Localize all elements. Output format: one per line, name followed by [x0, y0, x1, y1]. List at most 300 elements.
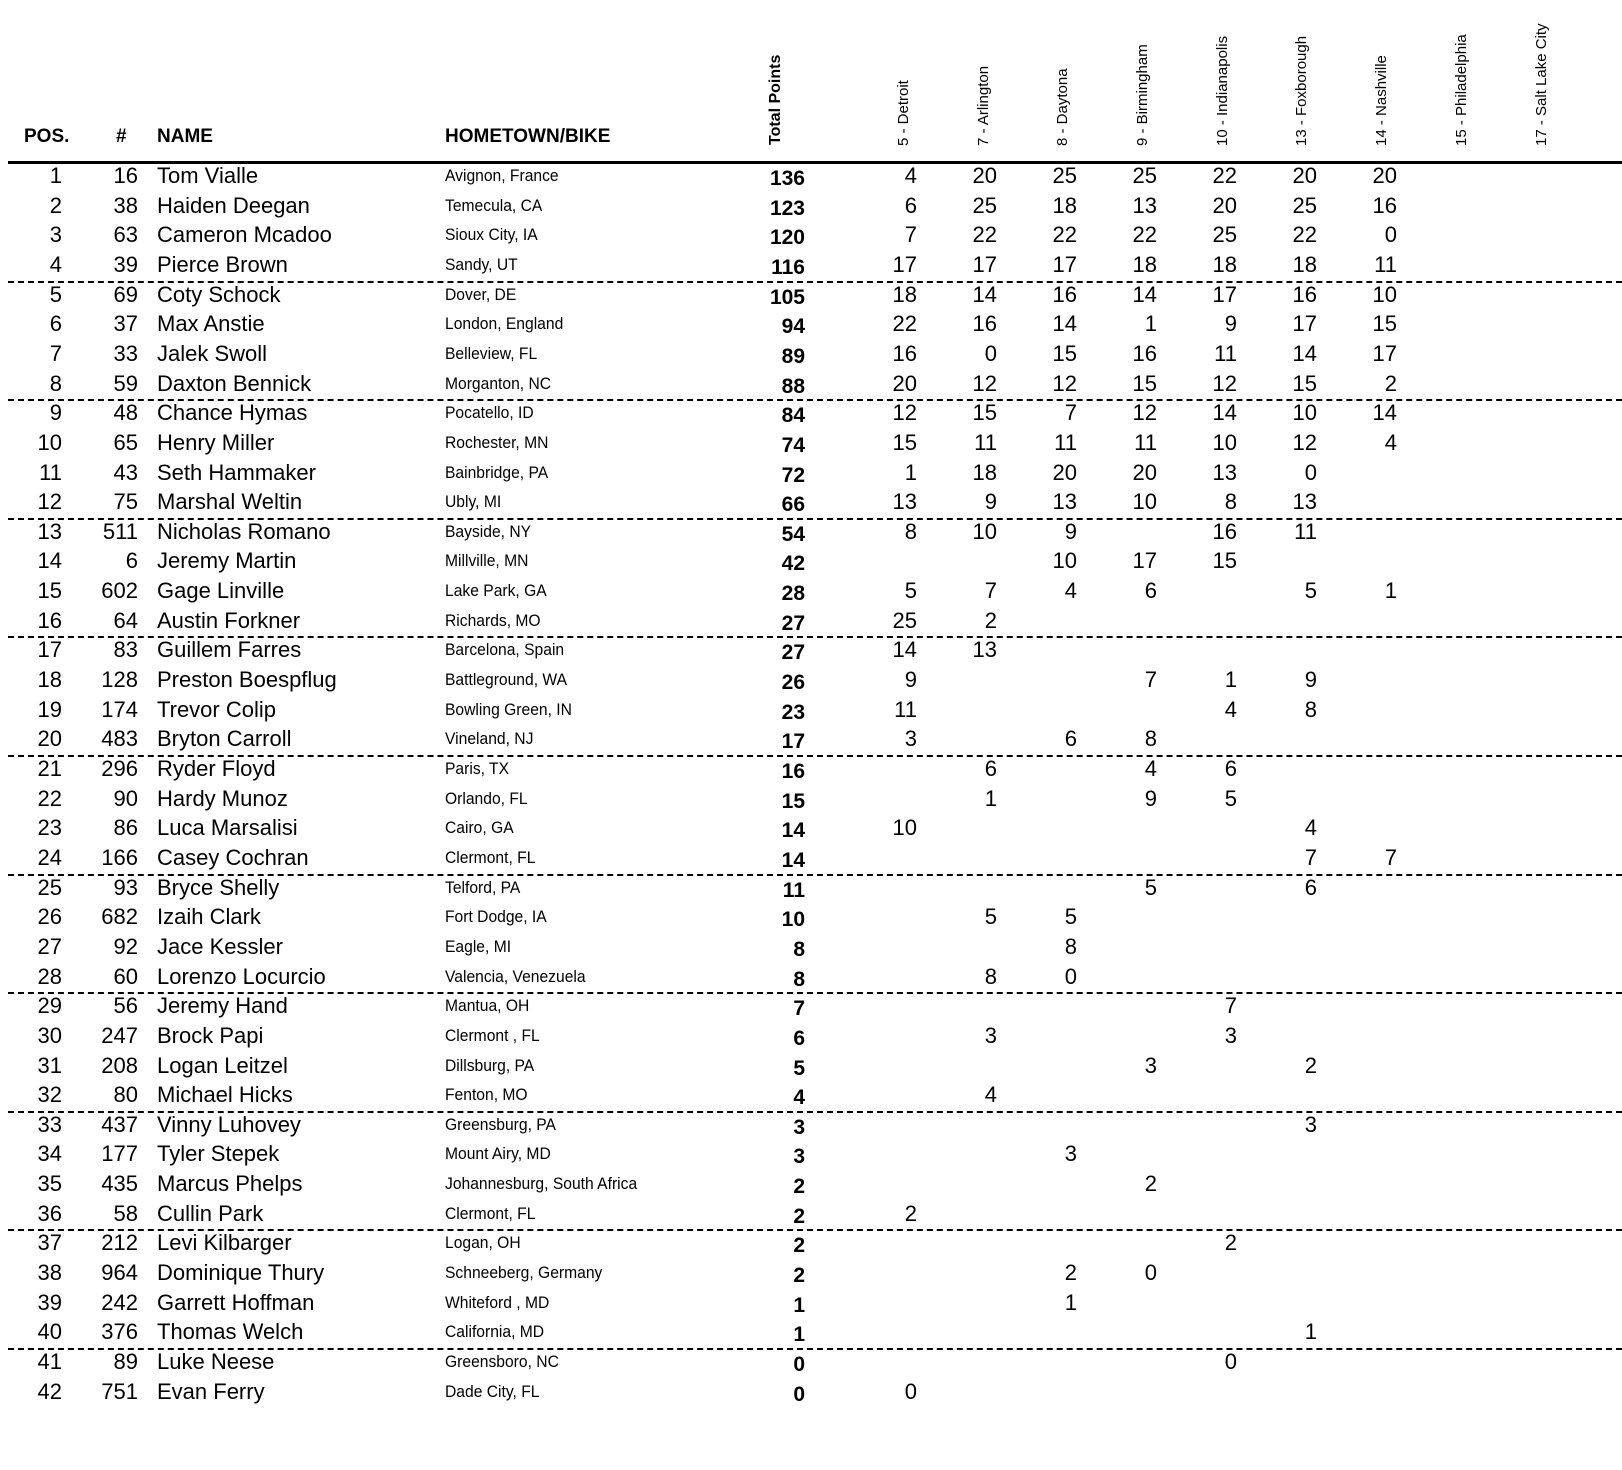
total-points-cell: 11 — [782, 878, 805, 902]
table-row — [0, 635, 1622, 665]
table-row — [0, 1169, 1622, 1199]
race-points-cell: 15 — [1372, 311, 1397, 337]
hometown-cell: Dillsburg, PA — [445, 1055, 535, 1075]
table-row — [0, 517, 1622, 547]
hometown-cell: Mantua, OH — [445, 996, 530, 1016]
position-cell: 22 — [37, 785, 62, 811]
race-points-cell: 11 — [1054, 429, 1077, 455]
total-points-cell: 2 — [793, 1175, 805, 1199]
header-race-philadelphia: 15 - Philadelphia — [1453, 34, 1470, 146]
race-points-cell: 17 — [972, 251, 997, 277]
bike-number-cell: 60 — [113, 963, 138, 989]
rider-name-cell: Guillem Farres — [157, 637, 302, 663]
header-number: # — [116, 126, 127, 147]
race-points-cell: 17 — [1292, 311, 1317, 337]
race-points-cell: 8 — [1064, 933, 1077, 959]
race-points-cell: 8 — [904, 518, 917, 544]
race-points-cell: 2 — [1144, 1171, 1157, 1197]
race-points-cell: 13 — [1052, 489, 1077, 515]
race-points-cell: 6 — [1304, 874, 1317, 900]
position-cell: 8 — [49, 370, 62, 396]
rider-name-cell: Thomas Welch — [157, 1319, 304, 1345]
hometown-cell: London, England — [445, 314, 564, 334]
position-cell: 1 — [49, 163, 62, 188]
race-points-cell: 5 — [984, 904, 997, 930]
race-points-cell: 13 — [1292, 489, 1317, 515]
race-points-cell: 16 — [1212, 518, 1237, 544]
rider-name-cell: Gage Linville — [157, 578, 285, 604]
bike-number-cell: 602 — [101, 578, 138, 604]
bike-number-cell: 33 — [113, 340, 138, 366]
race-points-cell: 4 — [984, 1082, 997, 1108]
race-points-cell: 20 — [972, 163, 997, 188]
hometown-cell: Johannesburg, South Africa — [445, 1174, 638, 1194]
race-points-cell: 1 — [1384, 578, 1397, 604]
rider-name-cell: Coty Schock — [157, 281, 281, 307]
race-points-cell: 25 — [1052, 163, 1077, 188]
bike-number-cell: 6 — [125, 548, 138, 574]
total-points-cell: 3 — [793, 1115, 805, 1139]
race-points-cell: 3 — [1144, 1052, 1157, 1078]
race-points-cell: 16 — [1292, 281, 1317, 307]
hometown-cell: Sandy, UT — [445, 254, 518, 274]
race-points-cell: 16 — [1132, 340, 1157, 366]
hometown-cell: Millville, MN — [445, 551, 529, 571]
position-cell: 26 — [37, 904, 62, 930]
position-cell: 4 — [49, 251, 62, 277]
hometown-cell: Whiteford , MD — [445, 1292, 550, 1312]
rider-name-cell: Lorenzo Locurcio — [157, 963, 326, 989]
bike-number-cell: 16 — [113, 163, 138, 188]
race-points-cell: 17 — [892, 251, 917, 277]
position-cell: 21 — [37, 756, 62, 781]
total-points-cell: 88 — [781, 374, 805, 398]
table-row — [0, 873, 1622, 903]
total-points-cell: 2 — [793, 1234, 805, 1258]
rider-name-cell: Jace Kessler — [157, 933, 283, 959]
position-cell: 42 — [37, 1378, 62, 1404]
hometown-cell: Mount Airy, MD — [445, 1144, 551, 1164]
rider-name-cell: Daxton Bennick — [157, 370, 312, 396]
bike-number-cell: 435 — [101, 1171, 138, 1197]
bike-number-cell: 86 — [113, 815, 138, 841]
hometown-cell: Greensboro, NC — [445, 1352, 559, 1371]
table-row — [0, 724, 1622, 754]
race-points-cell: 25 — [1132, 163, 1157, 188]
table-row — [0, 1051, 1622, 1081]
race-points-cell: 15 — [1212, 548, 1237, 574]
total-points-cell: 26 — [781, 671, 805, 695]
bike-number-cell: 65 — [113, 429, 138, 455]
bike-number-cell: 93 — [113, 874, 138, 900]
bike-number-cell: 208 — [101, 1052, 138, 1078]
position-cell: 37 — [37, 1230, 62, 1256]
total-points-cell: 3 — [793, 1145, 805, 1169]
race-points-cell: 15 — [972, 400, 997, 426]
race-points-cell: 10 — [1132, 489, 1157, 515]
race-points-cell: 12 — [1292, 429, 1317, 455]
rider-name-cell: Bryce Shelly — [157, 874, 280, 900]
bike-number-cell: 242 — [101, 1289, 138, 1315]
position-cell: 9 — [49, 400, 62, 426]
bike-number-cell: 64 — [113, 607, 138, 633]
bike-number-cell: 69 — [113, 281, 138, 307]
race-points-cell: 3 — [1224, 1022, 1237, 1048]
bike-number-cell: 682 — [101, 904, 138, 930]
table-row — [0, 962, 1622, 992]
table-row — [0, 695, 1622, 725]
race-points-cell: 10 — [1372, 281, 1397, 307]
race-points-cell: 3 — [1064, 1141, 1077, 1167]
bike-number-cell: 247 — [101, 1022, 138, 1048]
total-points-cell: 4 — [793, 1086, 805, 1110]
position-cell: 38 — [37, 1260, 62, 1286]
position-cell: 18 — [37, 667, 62, 693]
race-points-cell: 5 — [1304, 578, 1317, 604]
race-points-cell: 14 — [1292, 340, 1317, 366]
table-row — [0, 754, 1622, 784]
position-cell: 17 — [37, 637, 62, 663]
race-points-cell: 8 — [1144, 726, 1157, 752]
bike-number-cell: 212 — [101, 1230, 138, 1256]
race-points-cell: 20 — [1292, 163, 1317, 188]
total-points-cell: 8 — [793, 967, 805, 991]
race-points-cell: 3 — [904, 726, 917, 752]
rider-name-cell: Max Anstie — [157, 311, 265, 337]
table-row — [0, 161, 1622, 191]
race-points-cell: 6 — [1064, 726, 1077, 752]
race-points-cell: 22 — [1212, 163, 1237, 188]
race-points-cell: 11 — [1294, 518, 1317, 544]
race-points-cell: 1 — [984, 785, 997, 811]
race-points-cell: 10 — [892, 815, 917, 841]
bike-number-cell: 83 — [113, 637, 138, 663]
hometown-cell: Bainbridge, PA — [445, 462, 549, 482]
position-cell: 25 — [37, 874, 62, 900]
race-points-cell: 15 — [1292, 370, 1317, 396]
table-row — [0, 1347, 1622, 1377]
table-row — [0, 487, 1622, 517]
bike-number-cell: 177 — [101, 1141, 138, 1167]
total-points-cell: 27 — [781, 611, 805, 635]
header-race-arlington: 7 - Arlington — [975, 65, 992, 146]
race-points-cell: 22 — [1292, 222, 1317, 248]
race-points-cell: 6 — [984, 756, 997, 781]
rider-name-cell: Izaih Clark — [157, 904, 261, 930]
race-points-cell: 7 — [1384, 844, 1397, 870]
race-points-cell: 14 — [892, 637, 917, 663]
race-points-cell: 2 — [1384, 370, 1397, 396]
hometown-cell: Pocatello, ID — [445, 403, 534, 423]
rider-name-cell: Dominique Thury — [157, 1260, 325, 1286]
position-cell: 7 — [49, 340, 62, 366]
table-row — [0, 1199, 1622, 1229]
table-row — [0, 309, 1622, 339]
bike-number-cell: 437 — [101, 1111, 138, 1137]
race-points-cell: 2 — [1064, 1260, 1077, 1286]
race-points-cell: 11 — [1214, 340, 1237, 366]
header-race-salt-lake-city: 17 - Salt Lake City — [1533, 23, 1550, 146]
race-points-cell: 22 — [892, 311, 917, 337]
rider-name-cell: Marcus Phelps — [157, 1171, 303, 1197]
race-points-cell: 0 — [1144, 1260, 1157, 1286]
position-cell: 35 — [37, 1171, 62, 1197]
rider-name-cell: Chance Hymas — [157, 400, 308, 426]
rider-name-cell: Logan Leitzel — [157, 1052, 288, 1078]
total-points-cell: 74 — [781, 433, 805, 457]
race-points-cell: 12 — [972, 370, 997, 396]
hometown-cell: California, MD — [445, 1322, 545, 1342]
rider-name-cell: Brock Papi — [157, 1022, 264, 1048]
rider-name-cell: Evan Ferry — [157, 1378, 265, 1404]
position-cell: 36 — [37, 1200, 62, 1226]
hometown-cell: Dade City, FL — [445, 1381, 540, 1401]
position-cell: 31 — [37, 1052, 62, 1078]
total-points-cell: 72 — [781, 463, 805, 487]
total-points-cell: 2 — [793, 1264, 805, 1288]
position-cell: 29 — [37, 993, 62, 1019]
table-row — [0, 250, 1622, 280]
race-points-cell: 16 — [1052, 281, 1077, 307]
header-race-daytona: 8 - Daytona — [1054, 68, 1071, 146]
hometown-cell: Morganton, NC — [445, 373, 552, 393]
race-points-cell: 4 — [1064, 578, 1077, 604]
race-points-cell: 0 — [984, 340, 997, 366]
race-points-cell: 15 — [1132, 370, 1157, 396]
rider-name-cell: Cullin Park — [157, 1200, 264, 1226]
hometown-cell: Telford, PA — [445, 877, 521, 897]
position-cell: 10 — [37, 429, 62, 455]
race-points-cell: 20 — [1052, 459, 1077, 485]
table-row — [0, 546, 1622, 576]
table-row — [0, 1021, 1622, 1051]
race-points-cell: 25 — [1212, 222, 1237, 248]
race-points-cell: 7 — [984, 578, 997, 604]
race-points-cell: 0 — [1384, 222, 1397, 248]
bike-number-cell: 63 — [113, 222, 138, 248]
hometown-cell: Schneeberg, Germany — [445, 1263, 603, 1283]
table-row — [0, 813, 1622, 843]
hometown-cell: Richards, MO — [445, 610, 541, 630]
bike-number-cell: 90 — [113, 785, 138, 811]
race-points-cell: 9 — [1304, 667, 1317, 693]
race-points-cell: 1 — [1304, 1319, 1317, 1345]
race-points-cell: 22 — [972, 222, 997, 248]
total-points-cell: 1 — [793, 1293, 805, 1317]
table-row — [0, 843, 1622, 873]
race-points-cell: 8 — [1304, 696, 1317, 722]
race-points-cell: 20 — [1372, 163, 1397, 188]
hometown-cell: Logan, OH — [445, 1233, 521, 1253]
race-points-cell: 12 — [1132, 400, 1157, 426]
rider-name-cell: Vinny Luhovey — [157, 1111, 301, 1137]
hometown-cell: Temecula, CA — [445, 195, 543, 215]
table-row — [0, 784, 1622, 814]
race-points-cell: 5 — [1144, 874, 1157, 900]
position-cell: 12 — [37, 489, 62, 515]
rider-name-cell: Luke Neese — [157, 1349, 275, 1374]
table-row — [0, 1110, 1622, 1140]
race-points-cell: 20 — [1132, 459, 1157, 485]
header-name: NAME — [157, 126, 213, 147]
race-points-cell: 10 — [1052, 548, 1077, 574]
race-points-cell: 7 — [904, 222, 917, 248]
rider-name-cell: Preston Boespflug — [157, 667, 337, 693]
hometown-cell: Bowling Green, IN — [445, 699, 572, 719]
race-points-cell: 7 — [1144, 667, 1157, 693]
race-points-cell: 13 — [1212, 459, 1237, 485]
race-points-cell: 2 — [1304, 1052, 1317, 1078]
table-row — [0, 1288, 1622, 1318]
position-cell: 3 — [49, 222, 62, 248]
race-points-cell: 0 — [1304, 459, 1317, 485]
hometown-cell: Barcelona, Spain — [445, 640, 565, 660]
rider-name-cell: Austin Forkner — [157, 607, 301, 633]
race-points-cell: 14 — [1132, 281, 1157, 307]
race-points-cell: 18 — [892, 281, 917, 307]
race-points-cell: 4 — [904, 163, 917, 188]
position-cell: 16 — [37, 607, 62, 633]
total-points-cell: 54 — [781, 522, 805, 546]
total-points-cell: 7 — [793, 997, 805, 1021]
position-cell: 5 — [49, 281, 62, 307]
position-cell: 39 — [37, 1289, 62, 1315]
rider-name-cell: Haiden Deegan — [157, 192, 310, 218]
race-points-cell: 7 — [1304, 844, 1317, 870]
position-cell: 24 — [37, 844, 62, 870]
rider-name-cell: Jalek Swoll — [157, 340, 268, 366]
total-points-cell: 89 — [781, 344, 805, 368]
position-cell: 14 — [37, 548, 62, 574]
race-points-cell: 8 — [1224, 489, 1237, 515]
race-points-cell: 11 — [1374, 251, 1397, 277]
table-row — [0, 932, 1622, 962]
race-points-cell: 16 — [972, 311, 997, 337]
total-points-cell: 94 — [781, 315, 805, 339]
header-total-points: Total Points — [767, 54, 784, 145]
race-points-cell: 25 — [892, 607, 917, 633]
hometown-cell: Avignon, France — [445, 166, 559, 185]
race-points-cell: 15 — [892, 429, 917, 455]
race-points-cell: 22 — [1052, 222, 1077, 248]
table-row — [0, 458, 1622, 488]
race-points-cell: 15 — [1052, 340, 1077, 366]
bike-number-cell: 166 — [101, 844, 138, 870]
table-row — [0, 398, 1622, 428]
header-race-foxborough: 13 - Foxborough — [1293, 35, 1310, 146]
position-cell: 28 — [37, 963, 62, 989]
table-row — [0, 369, 1622, 399]
hometown-cell: Ubly, MI — [445, 492, 502, 512]
race-points-cell: 1 — [1224, 667, 1237, 693]
rider-name-cell: Luca Marsalisi — [157, 815, 298, 841]
race-points-cell: 6 — [1144, 578, 1157, 604]
bike-number-cell: 58 — [113, 1200, 138, 1226]
bike-number-cell: 964 — [101, 1260, 138, 1286]
race-points-cell: 17 — [1372, 340, 1397, 366]
total-points-cell: 84 — [781, 404, 805, 428]
rider-name-cell: Casey Cochran — [157, 844, 309, 870]
total-points-cell: 136 — [769, 167, 805, 190]
table-row — [0, 606, 1622, 636]
total-points-cell: 27 — [781, 641, 805, 665]
race-points-cell: 18 — [972, 459, 997, 485]
race-points-cell: 12 — [1052, 370, 1077, 396]
hometown-cell: Orlando, FL — [445, 788, 528, 808]
hometown-cell: Sioux City, IA — [445, 225, 538, 245]
rider-name-cell: Jeremy Martin — [157, 548, 297, 574]
table-row — [0, 1377, 1622, 1407]
rider-name-cell: Nicholas Romano — [157, 518, 331, 544]
race-points-cell: 4 — [1144, 756, 1157, 781]
position-cell: 20 — [37, 726, 62, 752]
hometown-cell: Cairo, GA — [445, 818, 514, 838]
bike-number-cell: 483 — [101, 726, 138, 752]
total-points-cell: 66 — [781, 493, 805, 517]
race-points-cell: 12 — [1212, 370, 1237, 396]
position-cell: 30 — [37, 1022, 62, 1048]
hometown-cell: Rochester, MN — [445, 432, 549, 452]
hometown-cell: Paris, TX — [445, 759, 510, 778]
race-points-cell: 2 — [904, 1200, 917, 1226]
position-cell: 15 — [37, 578, 62, 604]
rider-name-cell: Marshal Weltin — [157, 489, 303, 515]
hometown-cell: Lake Park, GA — [445, 581, 547, 601]
hometown-cell: Vineland, NJ — [445, 729, 534, 749]
header-race-birmingham: 9 - Birmingham — [1134, 44, 1151, 146]
bike-number-cell: 48 — [113, 400, 138, 426]
race-points-cell: 13 — [892, 489, 917, 515]
table-row — [0, 1258, 1622, 1288]
race-points-cell: 5 — [904, 578, 917, 604]
race-points-cell: 5 — [1224, 785, 1237, 811]
hometown-cell: Greensburg, PA — [445, 1114, 556, 1134]
total-points-cell: 23 — [781, 700, 805, 724]
table-row — [0, 428, 1622, 458]
race-points-cell: 0 — [1224, 1349, 1237, 1374]
race-points-cell: 2 — [984, 607, 997, 633]
position-cell: 34 — [37, 1141, 62, 1167]
bike-number-cell: 174 — [101, 696, 138, 722]
race-points-cell: 10 — [1212, 429, 1237, 455]
race-points-cell: 12 — [892, 400, 917, 426]
position-cell: 40 — [37, 1319, 62, 1345]
position-cell: 33 — [37, 1111, 62, 1137]
race-points-cell: 1 — [904, 459, 917, 485]
race-points-cell: 18 — [1052, 192, 1077, 218]
race-points-cell: 25 — [1292, 192, 1317, 218]
position-cell: 41 — [37, 1349, 62, 1374]
rider-name-cell: Henry Miller — [157, 429, 275, 455]
race-points-cell: 3 — [1304, 1111, 1317, 1137]
total-points-cell: 14 — [781, 819, 805, 843]
total-points-cell: 105 — [769, 285, 805, 309]
hometown-cell: Dover, DE — [445, 284, 517, 304]
total-points-cell: 6 — [793, 1026, 805, 1050]
table-row — [0, 1080, 1622, 1110]
position-cell: 2 — [49, 192, 62, 218]
bike-number-cell: 296 — [101, 756, 138, 781]
race-points-cell: 6 — [904, 192, 917, 218]
total-points-cell: 10 — [781, 908, 805, 932]
race-points-cell: 14 — [1212, 400, 1237, 426]
total-points-cell: 8 — [793, 937, 805, 961]
rider-name-cell: Jeremy Hand — [157, 993, 288, 1019]
race-points-cell: 20 — [892, 370, 917, 396]
race-points-cell: 6 — [1224, 756, 1237, 781]
total-points-cell: 16 — [781, 760, 805, 783]
bike-number-cell: 59 — [113, 370, 138, 396]
